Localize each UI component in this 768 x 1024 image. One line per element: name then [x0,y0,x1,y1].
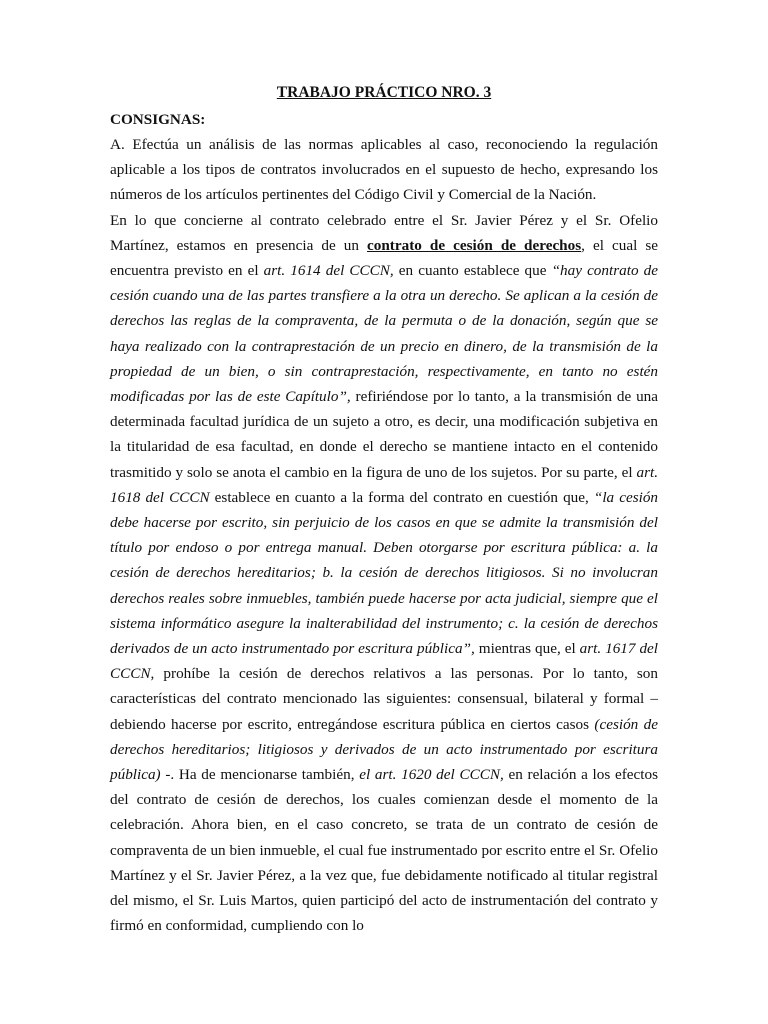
paragraph-a: A. Efectúa un análisis de las normas aplicables al caso, reconociendo la regulación aplicable a los tipos de contratos involucrados en el supuesto de hecho, expresando los números de los artículos pertinentes del Código Civil y Comercial de la Nación. [110,136,658,204]
text-run: En lo que concierne al contrato celebrado entre el Sr. Javier Pérez y el Sr. Ofelio Martínez, estamos en presencia de un [110,211,658,254]
text-run: , prohíbe la cesión de derechos relativos a las personas. Por lo tanto, son características del contrato mencionado las siguientes: consensual, bilateral y formal – debiendo hacerse por escrito, entregándose escritura pública en ciertos casos [110,665,658,733]
text-run: establece en cuanto a la forma del contrato en cuestión que, [209,488,594,506]
text-run: art. 1617 del CCCN [110,640,658,683]
text-run: el art. 1620 del CCCN, [359,766,504,784]
text-run: (cesión de derechos hereditarios; litigiosos y derivados de un acto instrumentado por escritura pública) [110,715,658,784]
section-heading: CONSIGNAS: [110,111,206,128]
text-run: “la cesión debe hacerse por escrito, sin perjuicio de los casos en que se admite la transmisión del título por endoso o por entrega manual. Deben otorgarse por escritura pública: a. la cesión de derechos hereditarios; b. la cesión de derechos litigiosos. Si no involucran derechos reales sobre inmuebles, también puede hacerse por acta judicial, siempre que el sistema informático asegure la inalterabilidad del instrumento; c. la cesión de derechos derivados de un acto instrumentado por escritura pública”, [110,488,659,658]
text-run: mientras que, el [474,640,580,658]
text-run: contrato de cesión de derechos [367,236,582,254]
text-run: art. 1618 del CCCN [110,463,658,506]
text-run: -. Ha de mencionarse también, [160,766,360,784]
text-run: art. 1614 del CCCN, [263,262,394,280]
document-page [110,80,658,939]
body-paragraph [110,208,658,939]
text-run: refiriéndose por lo tanto, a la transmisión de una determinada facultad jurídica de un sujeto a otro, es decir, una modificación subjetiva en la titularidad de esa facultad, en donde el derecho se mantiene intacto en el contenido trasmitido y solo se anota el cambio en la figura de uno de los sujetos. Por su parte, el [110,388,658,481]
text-run: , el cual se encuentra previsto en el [110,236,658,280]
text-run: en cuanto establece que [393,262,552,280]
text-run: “hay contrato de cesión cuando una de las partes transfiere a la otra un derecho. Se aplican a la cesión de derechos las reglas de la compraventa, de la permuta o de la donación, según que se haya realizado con la contraprestación de un precio en dinero, de la transmisión de la propiedad de un bien, o sin contraprestación, respectivamente, en tanto no estén modificadas por las de este Capítulo”, [110,262,658,406]
document-title: TRABAJO PRÁCTICO NRO. 3 [276,84,492,101]
text-run: en relación a los efectos del contrato de cesión de derechos, los cuales comienzan desde el momento de la celebración. Ahora bien, en el caso concreto, se trata de un contrato de cesión de compraventa de un bien inmueble, el cual fue instrumentado por escrito entre el Sr. Ofelio Martínez y el Sr. Javier Pérez, a la vez que, fue debidamente notificado al titular registral del mismo, el Sr. Luis Martos, quien participó del acto de instrumentación del contrato y firmó en conformidad, cumpliendo con lo [110,766,658,935]
